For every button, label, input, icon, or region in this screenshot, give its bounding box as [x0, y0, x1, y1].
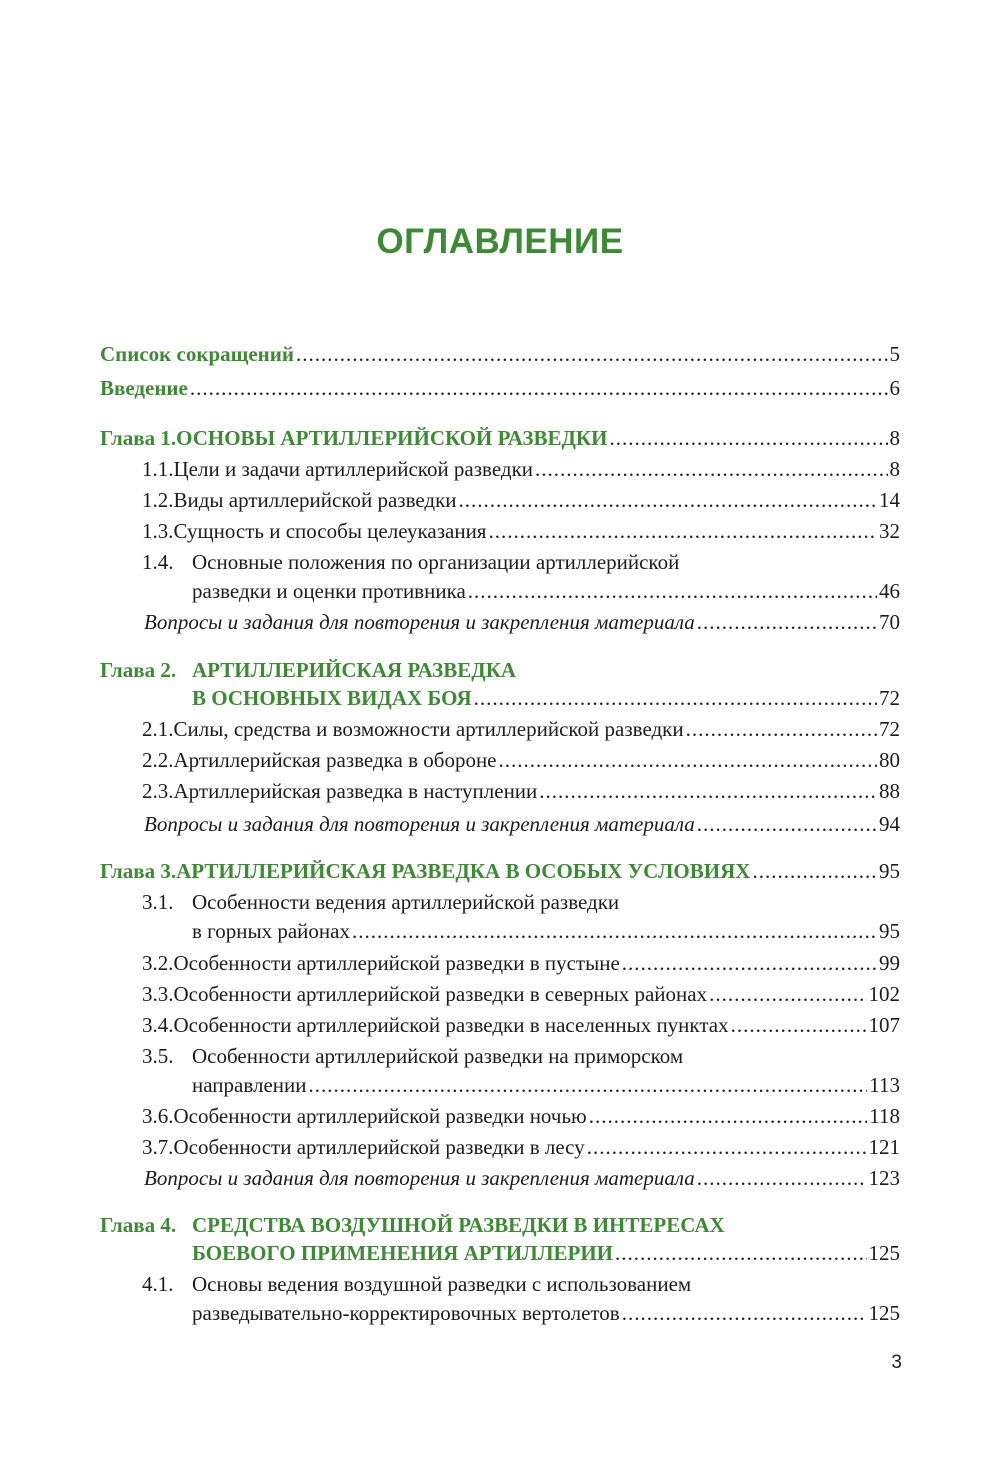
toc-section-number: 1.2. [142, 488, 174, 512]
toc-entry-title: СРЕДСТВА ВОЗДУШНОЙ РАЗВЕДКИ В ИНТЕРЕСАХ [192, 1213, 725, 1237]
toc-page-number: 125 [868, 1301, 900, 1325]
toc-leader [459, 487, 877, 513]
toc-leader [352, 918, 877, 944]
toc-entry-title-continued: В ОСНОВНЫХ ВИДАХ БОЯ [192, 686, 472, 710]
toc-section-3-1[interactable] [100, 889, 900, 915]
toc-entry-title: Основные положения по организации артиллерийской [192, 550, 680, 574]
toc-section-2-2[interactable] [100, 747, 900, 773]
page-title: ОГЛАВЛЕНИЕ [376, 222, 624, 261]
toc-leader [610, 425, 888, 451]
toc-chapter-4-continued[interactable] [100, 1240, 900, 1266]
toc-entry-introduction[interactable] [100, 375, 900, 401]
toc-page-number: 88 [879, 779, 900, 803]
toc-section-number: 1.1. [142, 457, 174, 481]
toc-page-number: 95 [879, 919, 900, 943]
toc-entry-title: Особенности артиллерийской разведки в пустыне [173, 951, 620, 975]
toc-questions-2[interactable] [100, 811, 900, 837]
toc-section-number: 3.2. [142, 951, 174, 975]
toc-section-1-3[interactable] [100, 518, 900, 544]
toc-chapter-number: Глава 4. [100, 1213, 177, 1237]
toc-page-number: 125 [868, 1241, 900, 1265]
toc-page-number: 8 [889, 457, 900, 481]
toc-page-number: 113 [869, 1073, 900, 1097]
toc-leader [474, 685, 877, 711]
toc-leader [539, 778, 877, 804]
toc-leader [587, 1134, 867, 1160]
toc-leader [499, 747, 878, 773]
toc-section-3-5[interactable] [100, 1043, 900, 1069]
toc-section-3-7[interactable] [100, 1134, 900, 1160]
toc-page-number: 99 [879, 951, 900, 975]
toc-chapter-2-continued[interactable] [100, 685, 900, 711]
toc-section-number: 3.4. [142, 1013, 174, 1037]
toc-page-number: 94 [879, 812, 900, 836]
toc-leader [697, 609, 877, 635]
toc-entry-title-continued: разведки и оценки противника [192, 579, 466, 603]
toc-page-number: 123 [868, 1166, 900, 1190]
toc-leader [686, 716, 877, 742]
toc-page-number: 5 [889, 342, 900, 366]
toc-leader [622, 1300, 867, 1326]
toc-entry-title: АРТИЛЛЕРИЙСКАЯ РАЗВЕДКА В ОСОБЫХ УСЛОВИЯХ [176, 859, 751, 883]
toc-entry-title-continued: БОЕВОГО ПРИМЕНЕНИЯ АРТИЛЛЕРИИ [192, 1241, 613, 1265]
toc-entry-title: Особенности артиллерийской разведки на приморском [192, 1044, 684, 1068]
toc-entry-title: Вопросы и задания для повторения и закрепления материала [144, 1166, 695, 1190]
toc-section-number: 3.5. [142, 1044, 174, 1068]
toc-chapter-number: Глава 2. [100, 658, 177, 682]
toc-entry-title: Силы, средства и возможности артиллерийской разведки [173, 717, 684, 741]
toc-entry-title: Вопросы и задания для повторения и закрепления материала [144, 610, 695, 634]
toc-page-number: 6 [889, 376, 900, 400]
toc-leader [622, 950, 877, 976]
toc-leader [535, 456, 887, 482]
toc-section-number: 2.1. [142, 717, 174, 741]
toc-entry-title: Сущность и способы целеуказания [173, 519, 487, 543]
toc-section-number: 2.3. [142, 779, 174, 803]
toc-entry-title: Виды артиллерийской разведки [173, 488, 457, 512]
toc-leader [589, 1103, 868, 1129]
toc-leader [309, 1072, 868, 1098]
toc-leader [488, 518, 877, 544]
toc-leader [468, 578, 877, 604]
toc-questions-1[interactable] [100, 609, 900, 635]
toc-entry-title: Особенности артиллерийской разведки в населенных пунктах [173, 1013, 729, 1037]
toc-questions-3[interactable] [100, 1165, 900, 1191]
toc-page-number: 8 [889, 426, 900, 450]
toc-page-number: 102 [868, 982, 900, 1006]
toc-section-2-3[interactable] [100, 778, 900, 804]
toc-page-number: 121 [868, 1135, 900, 1159]
toc-leader [697, 811, 877, 837]
toc-section-3-5-continued[interactable] [100, 1072, 900, 1098]
toc-entry-title-continued: в горных районах [192, 919, 350, 943]
toc-section-3-1-continued[interactable] [100, 918, 900, 944]
toc-section-3-3[interactable] [100, 981, 900, 1007]
toc-entry-title: Цели и задачи артиллерийской разведки [173, 457, 534, 481]
toc-entry-title: Особенности артиллерийской разведки в северных районах [173, 982, 708, 1006]
toc-entry-title: Вопросы и задания для повторения и закрепления материала [144, 812, 695, 836]
toc-chapter-4[interactable] [100, 1212, 900, 1238]
toc-page-number: 72 [879, 686, 900, 710]
toc-entry-title: АРТИЛЛЕРИЙСКАЯ РАЗВЕДКА [192, 658, 517, 682]
toc-section-number: 3.7. [142, 1135, 174, 1159]
toc-entry-abbreviations[interactable] [100, 341, 900, 367]
toc-chapter-1[interactable] [100, 425, 900, 451]
toc-entry-title: Артиллерийская разведка в наступлении [173, 779, 538, 803]
toc-section-number: 3.6. [142, 1104, 174, 1128]
toc-page-number: 107 [868, 1013, 900, 1037]
toc-leader [615, 1240, 867, 1266]
toc-chapter-number: Глава 1. [100, 426, 177, 450]
toc-entry-title: Список сокращений [100, 342, 294, 366]
toc-leader [731, 1012, 867, 1038]
toc-page-number: 95 [879, 859, 900, 883]
toc-section-3-2[interactable] [100, 950, 900, 976]
toc-entry-title: Артиллерийская разведка в обороне [173, 748, 497, 772]
toc-chapter-2[interactable] [100, 657, 900, 683]
toc-section-number: 3.3. [142, 982, 174, 1006]
toc-entry-title: ОСНОВЫ АРТИЛЛЕРИЙСКОЙ РАЗВЕДКИ [176, 426, 608, 450]
toc-section-1-4-continued[interactable] [100, 578, 900, 604]
toc-page-number: 80 [879, 748, 900, 772]
toc-section-number: 2.2. [142, 748, 174, 772]
toc-page-number: 118 [869, 1104, 900, 1128]
toc-leader [752, 858, 877, 884]
toc-entry-title: Основы ведения воздушной разведки с использованием [192, 1272, 692, 1296]
toc-entry-title: Введение [100, 376, 188, 400]
toc-section-3-6[interactable] [100, 1103, 900, 1129]
toc-page-number: 46 [879, 579, 900, 603]
toc-entry-title: Особенности ведения артиллерийской разведки [192, 890, 620, 914]
toc-leader [709, 981, 866, 1007]
toc-section-number: 1.3. [142, 519, 174, 543]
toc-page-number: 32 [879, 519, 900, 543]
toc-page-number: 70 [879, 610, 900, 634]
toc-section-1-4[interactable] [100, 549, 900, 575]
toc-entry-title-continued: разведывательно-корректировочных вертолетов [192, 1301, 620, 1325]
toc-entry-title: Особенности артиллерийской разведки в лесу [173, 1135, 585, 1159]
toc-entry-title-continued: направлении [192, 1073, 307, 1097]
toc-entry-title: Особенности артиллерийской разведки ночью [173, 1104, 587, 1128]
toc-section-1-2[interactable] [100, 487, 900, 513]
toc-chapter-number: Глава 3. [100, 859, 177, 883]
toc-section-1-1[interactable] [100, 456, 900, 482]
toc-section-4-1-continued[interactable] [100, 1300, 900, 1326]
toc-section-4-1[interactable] [100, 1271, 900, 1297]
toc-leader [296, 341, 888, 367]
toc-page-number: 72 [879, 717, 900, 741]
toc-chapter-3[interactable] [100, 858, 900, 884]
toc-section-3-4[interactable] [100, 1012, 900, 1038]
toc-page-number: 14 [879, 488, 900, 512]
toc-section-number: 3.1. [142, 890, 174, 914]
toc-section-2-1[interactable] [100, 716, 900, 742]
toc-section-number: 4.1. [142, 1272, 174, 1296]
page-number-footer: 3 [891, 1352, 902, 1373]
toc-section-number: 1.4. [142, 550, 174, 574]
toc-leader [697, 1165, 867, 1191]
toc-leader [190, 375, 888, 401]
